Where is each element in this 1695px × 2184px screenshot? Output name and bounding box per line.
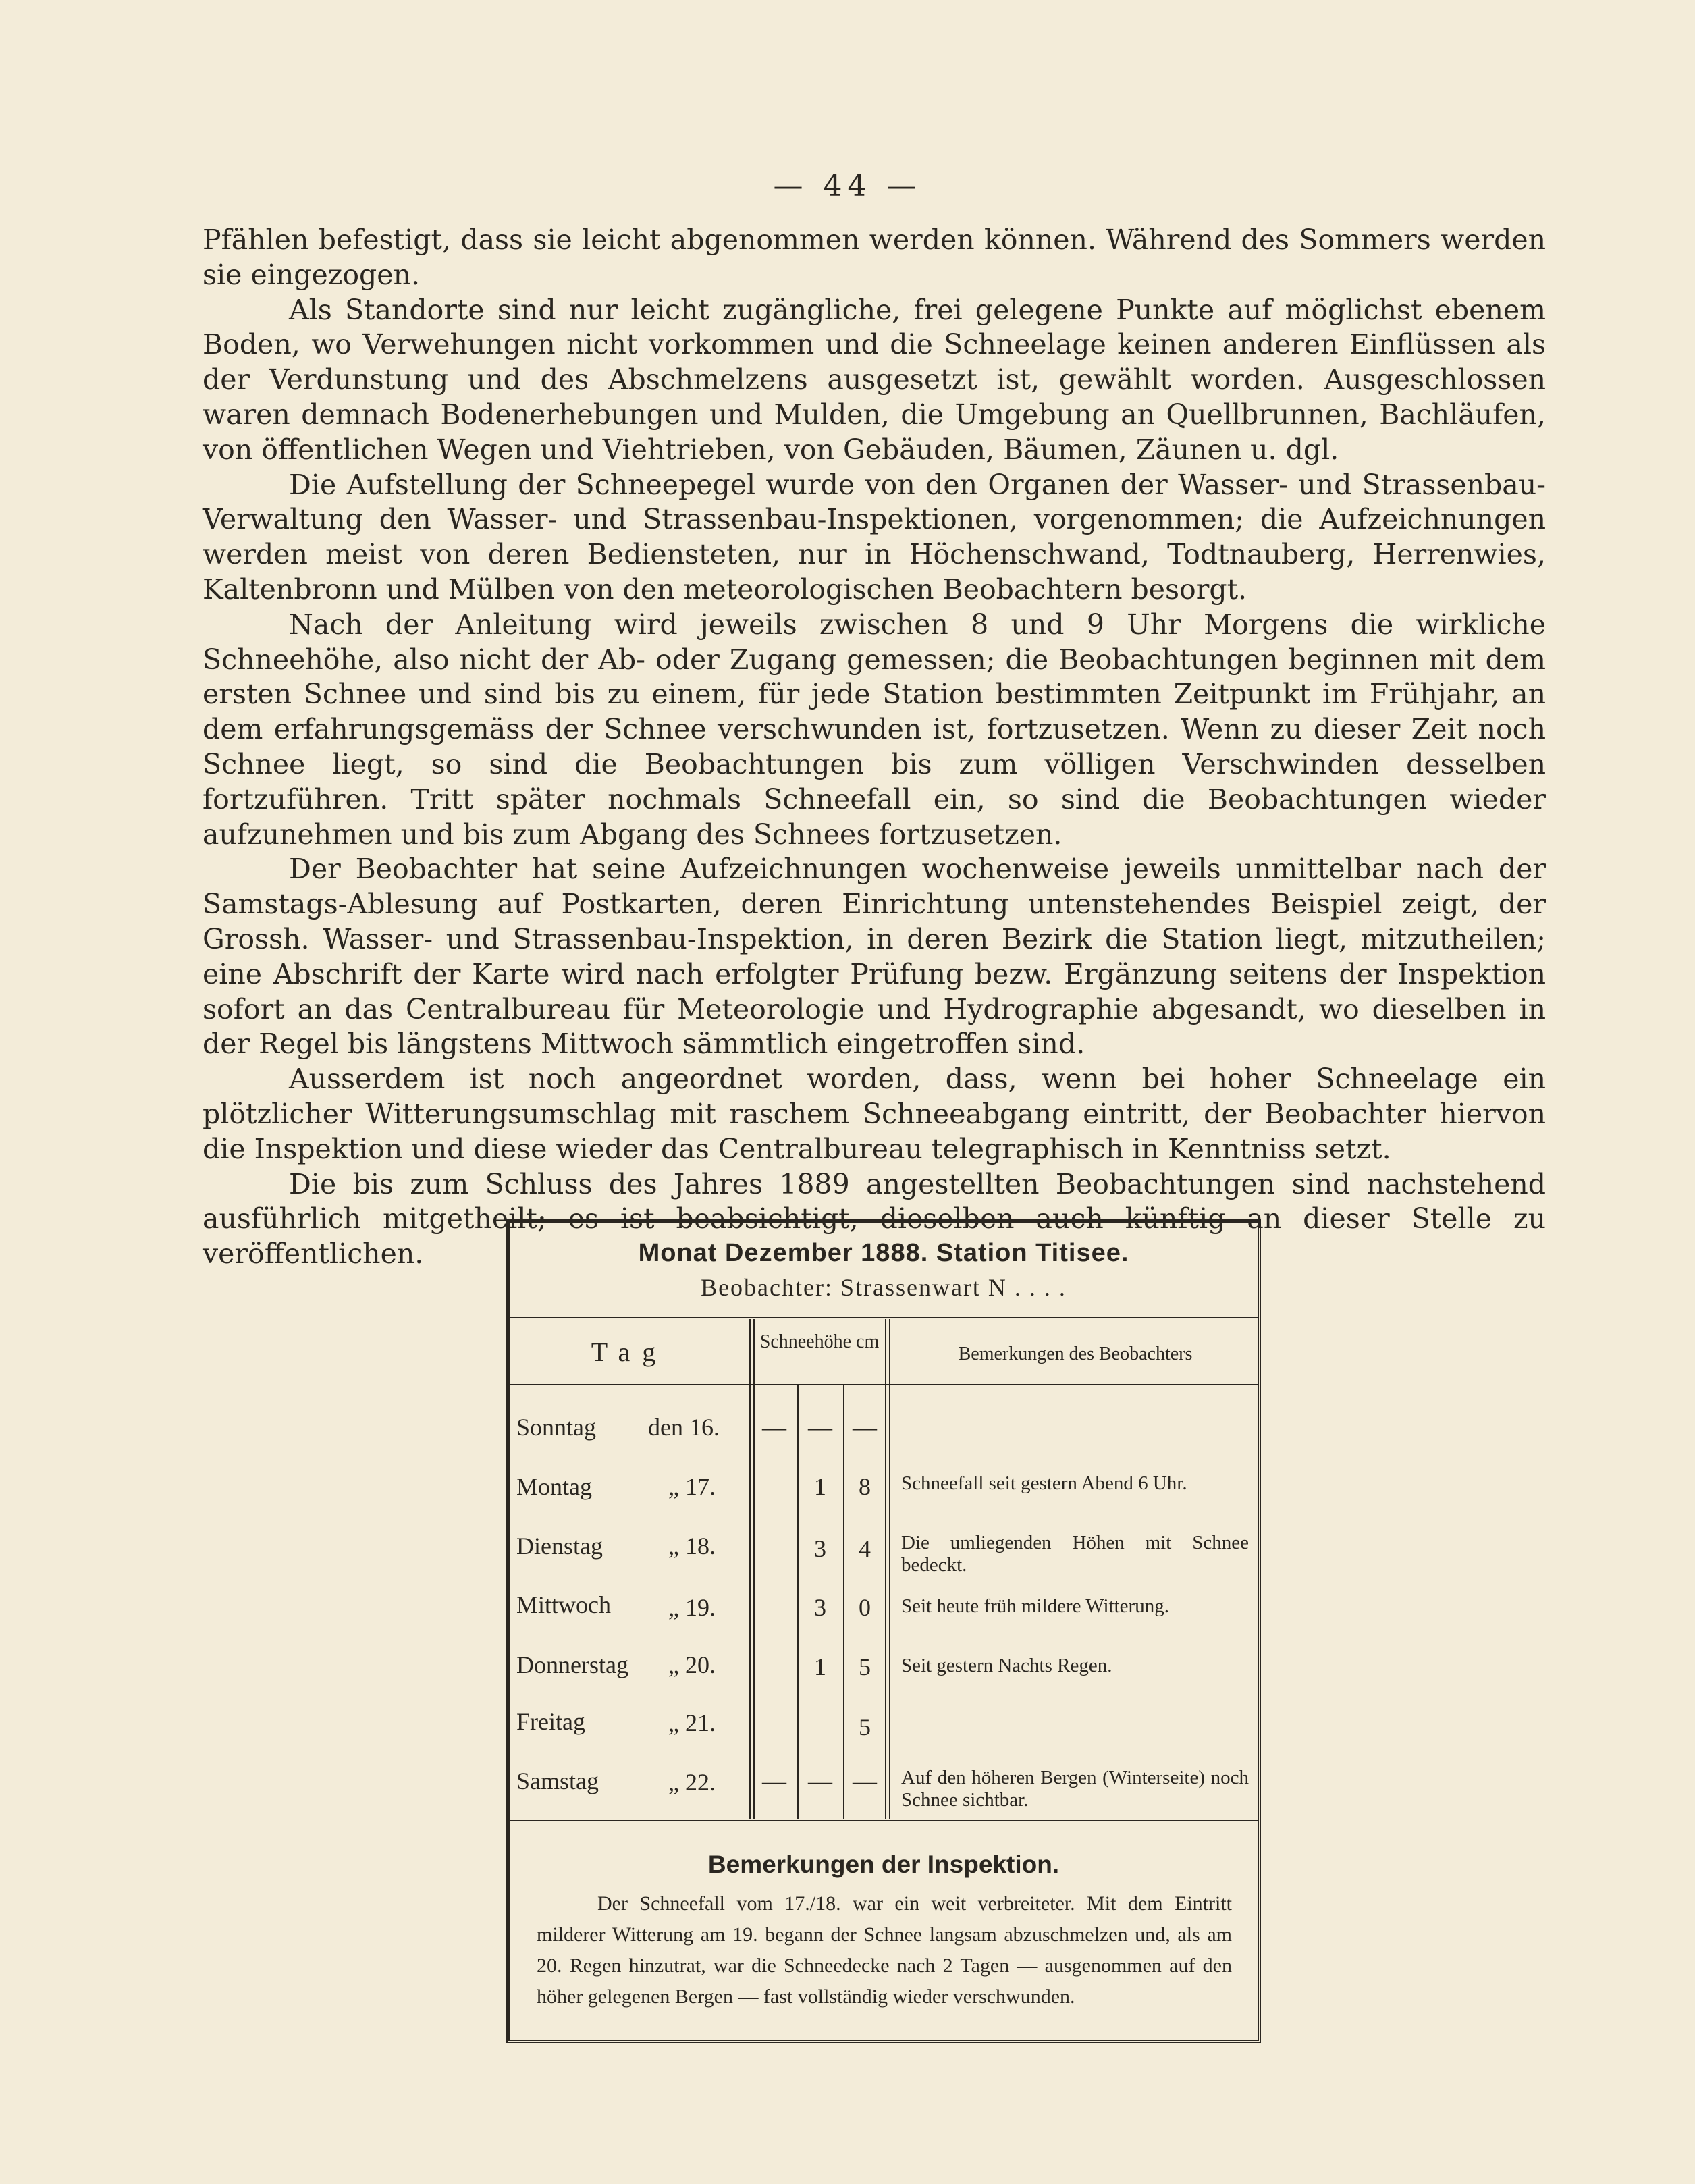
- row-remark: Seit heute früh mildere Witterung.: [901, 1595, 1169, 1617]
- paragraph: Pfählen befestigt, dass sie leicht abgenommen werden können. Während des Sommers werden sie eingezogen.: [203, 223, 1546, 291]
- row-remark: Seit gestern Nachts Regen.: [901, 1655, 1112, 1676]
- column-line: [749, 1319, 751, 1819]
- card-observer: Beobachter: Strassenwart N . . . .: [701, 1274, 1067, 1301]
- row-value: —: [762, 1414, 786, 1441]
- inspection-title: Bemerkungen der Inspektion.: [707, 1850, 1060, 1878]
- column-line: [753, 1319, 755, 1819]
- row-day: Donnerstag: [516, 1651, 628, 1678]
- column-line: [885, 1319, 886, 1819]
- column-line: [889, 1319, 890, 1819]
- row-value: —: [762, 1767, 786, 1794]
- row-day: Dienstag: [516, 1533, 603, 1560]
- row-value: 8: [859, 1473, 871, 1500]
- row-value: —: [853, 1767, 877, 1794]
- row-remark: Die umliegenden Höhen mit Schnee bedeckt.: [901, 1532, 1249, 1576]
- paragraph: Ausserdem ist noch angeordnet worden, dass, wenn bei hoher Schneelage ein plötzlicher Witterungsumschlag mit raschem Schneeabgang eintritt, der Beobachter hiervon die Inspektion und diese wieder das Centralbureau telegraphisch in Kenntniss setzt.: [203, 1063, 1546, 1165]
- inspection-text: Der Schneefall vom 17./18. war ein weit verbreiteter. Mit dem Eintritt milderer Witterung am 19. begann der Schnee langsam abzuschmelzen und, als am 20. Regen hinzutrat, war die Schneedecke nach 2 Tagen — ausgenommen auf den höher gelegenen Bergen — fast vollständig wieder verschwunden.: [537, 1892, 1232, 2008]
- row-value: —: [808, 1767, 832, 1794]
- row-value: —: [808, 1414, 832, 1441]
- row-value: 3: [814, 1535, 826, 1562]
- row-value: 0: [859, 1594, 871, 1621]
- row-date: „ 19.: [668, 1594, 716, 1621]
- card-title: Monat Dezember 1888. Station Titisee.: [638, 1239, 1129, 1267]
- divider: [510, 1383, 1258, 1385]
- divider: [510, 1819, 1258, 1821]
- row-value: —: [853, 1414, 877, 1441]
- divider: [510, 1317, 1258, 1319]
- row-remark: Schneefall seit gestern Abend 6 Uhr.: [901, 1472, 1187, 1494]
- paragraph: Als Standorte sind nur leicht zugängliche, frei gelegene Punkte auf möglichst ebenem Boden, wo Verwehungen nicht vorkommen und die Schneelage keinen anderen Einflüssen als der Verdunstung und des Abschmelzens ausgesetzt ist, gewählt worden. Ausgeschlossen waren demnach Bodenerhebungen und Mulden, die Umgebung an Quellbrunnen, Bachläufen, von öffentlichen Wegen und Viehtrieben, von Gebäuden, Bäumen, Zäunen u. dgl.: [203, 293, 1546, 466]
- row-remark: Auf den höheren Bergen (Winterseite) noch Schnee sichtbar.: [901, 1767, 1249, 1811]
- header-snow-height: Schneehöhe cm: [759, 1331, 880, 1352]
- row-day: Freitag: [516, 1708, 585, 1735]
- page-number: — 44 —: [773, 169, 922, 203]
- row-date: „ 21.: [668, 1709, 716, 1736]
- row-value: 5: [859, 1713, 871, 1740]
- header-remarks: Bemerkungen des Beobachters: [958, 1343, 1193, 1364]
- row-date: „ 22.: [668, 1769, 716, 1796]
- row-day: Samstag: [516, 1767, 599, 1794]
- row-day: Mittwoch: [516, 1591, 611, 1618]
- row-value: 3: [814, 1594, 826, 1621]
- row-date: den 16.: [648, 1414, 720, 1441]
- row-value: 4: [859, 1535, 871, 1562]
- paragraph: Der Beobachter hat seine Aufzeichnungen wochenweise jeweils unmittelbar nach der Samstags-Ablesung auf Postkarten, deren Einrichtung untenstehendes Beispiel zeigt, der Grossh. Wasser- und Strassenbau-Inspektion, in deren Bezirk die Station liegt, mitzutheilen; eine Abschrift der Karte wird nach erfolgter Prüfung bezw. Ergänzung seitens der Inspektion sofort an das Centralbureau für Meteorologie und Hydrographie abgesandt, wo dieselben in der Regel bis längstens Mittwoch sämmtlich eingetroffen sind.: [203, 853, 1546, 1061]
- row-date: „ 20.: [668, 1651, 716, 1678]
- row-value: 1: [814, 1653, 826, 1680]
- row-date: „ 18.: [668, 1533, 716, 1560]
- paragraph: Die bis zum Schluss des Jahres 1889 angestellten Beobachtungen sind nachstehend ausführlich mitgetheilt; es ist beabsichtigt, dieselben auch künftig an dieser Stelle zu veröffentlichen.: [203, 1167, 1546, 1271]
- paragraph: Nach der Anleitung wird jeweils zwischen 8 und 9 Uhr Morgens die wirkliche Schneehöhe, also nicht der Ab- oder Zugang gemessen; die Beobachtungen beginnen mit dem ersten Schnee und sind bis zu einem, für jede Station bestimmten Zeitpunkt im Frühjahr, an dem erfahrungsgemäss der Schnee verschwunden ist, fortzusetzen. Wenn zu dieser Zeit noch Schnee liegt, so sind die Beobachtungen bis zum völligen Verschwinden desselben fortzuführen. Tritt später nochmals Schneefall ein, so sind die Beobachtungen wieder aufzunehmen und bis zum Abgang des Schnees fortzusetzen.: [203, 608, 1546, 851]
- observation-card: [506, 1219, 1261, 2043]
- row-date: „ 17.: [668, 1473, 716, 1500]
- row-day: Montag: [516, 1473, 592, 1500]
- row-value: 1: [814, 1473, 826, 1500]
- row-value: 5: [859, 1653, 871, 1680]
- header-day: Tag: [591, 1337, 668, 1367]
- row-day: Sonntag: [516, 1414, 597, 1441]
- body-text: [203, 223, 1546, 1272]
- column-line: [797, 1385, 799, 1819]
- paragraph: Die Aufstellung der Schneepegel wurde von den Organen der Wasser- und Strassenbau-Verwaltung den Wasser- und Strassenbau-Inspektionen, vorgenommen; die Aufzeichnungen werden meist von deren Bediensteten, nur in Höchenschwand, Todtnauberg, Herrenwies, Kaltenbronn und Mülben von den meteorologischen Beobachtern besorgt.: [203, 468, 1546, 606]
